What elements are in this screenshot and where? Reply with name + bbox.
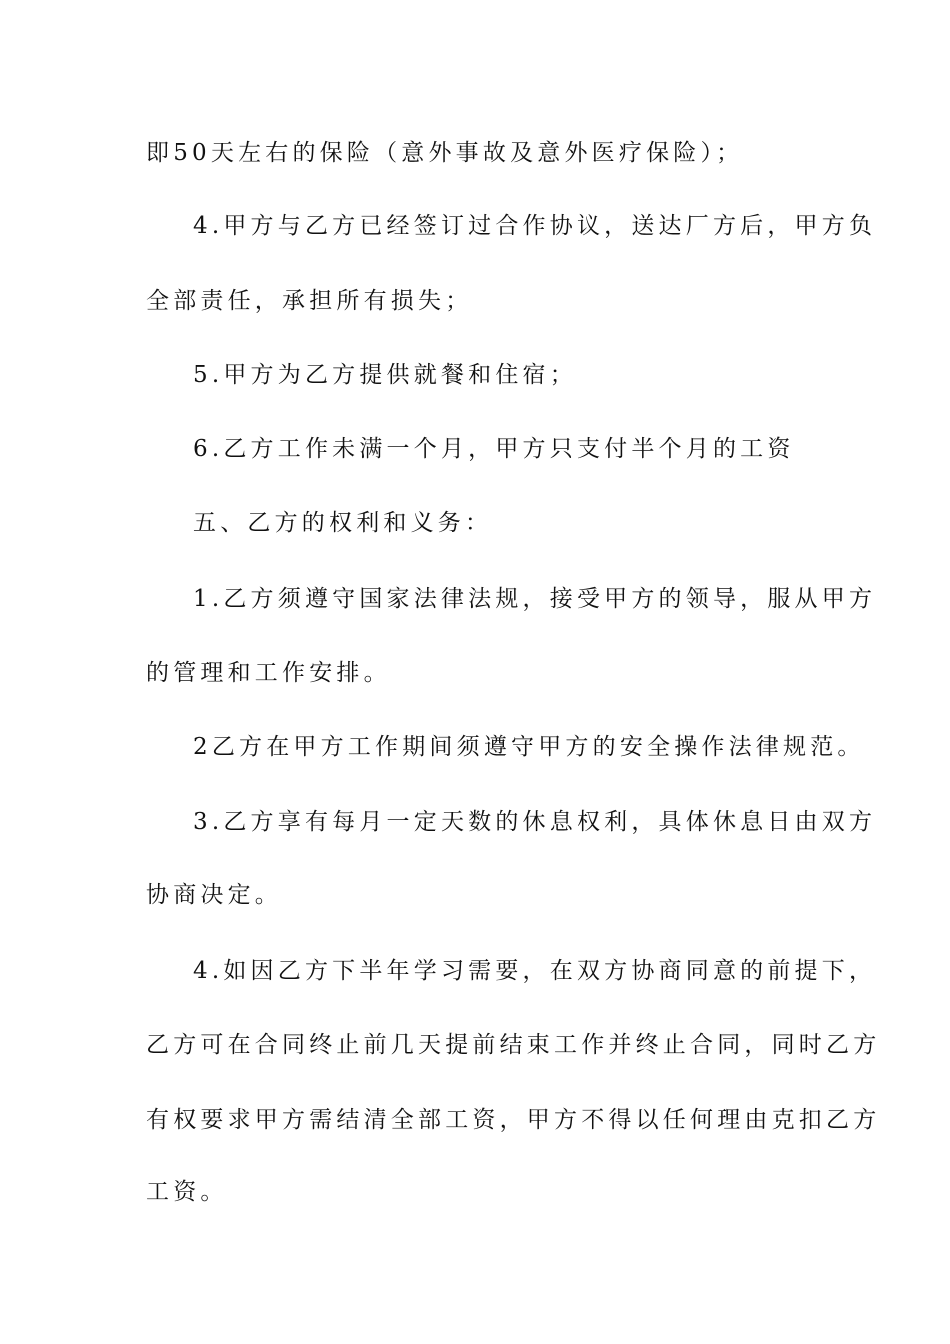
section-heading: 五、乙方的权利和义务： — [193, 510, 493, 536]
text-line: 工资。 — [146, 1179, 228, 1205]
text-line: 2乙方在甲方工作期间须遵守甲方的安全操作法律规范。 — [193, 734, 865, 760]
text-line: 有权要求甲方需结清全部工资，甲方不得以任何理由克扣乙方 — [146, 1107, 881, 1133]
text-line: 全部责任，承担所有损失； — [146, 288, 473, 314]
text-line: 乙方可在合同终止前几天提前结束工作并终止合同，同时乙方 — [146, 1032, 881, 1058]
text-line: 5.甲方为乙方提供就餐和住宿； — [193, 362, 577, 388]
text-line: 4.甲方与乙方已经签订过合作协议，送达厂方后，甲方负 — [193, 213, 877, 239]
text-line: 的管理和工作安排。 — [146, 660, 391, 686]
text-line: 1.乙方须遵守国家法律法规，接受甲方的领导，服从甲方 — [193, 586, 877, 612]
text-line: 即50天左右的保险（意外事故及意外医疗保险）； — [146, 140, 744, 166]
text-line: 协商决定。 — [146, 882, 282, 908]
text-line: 6.乙方工作未满一个月，甲方只支付半个月的工资 — [193, 436, 795, 462]
text-line: 3.乙方享有每月一定天数的休息权利，具体休息日由双方 — [193, 809, 877, 835]
text-line: 4.如因乙方下半年学习需要，在双方协商同意的前提下， — [193, 958, 877, 984]
